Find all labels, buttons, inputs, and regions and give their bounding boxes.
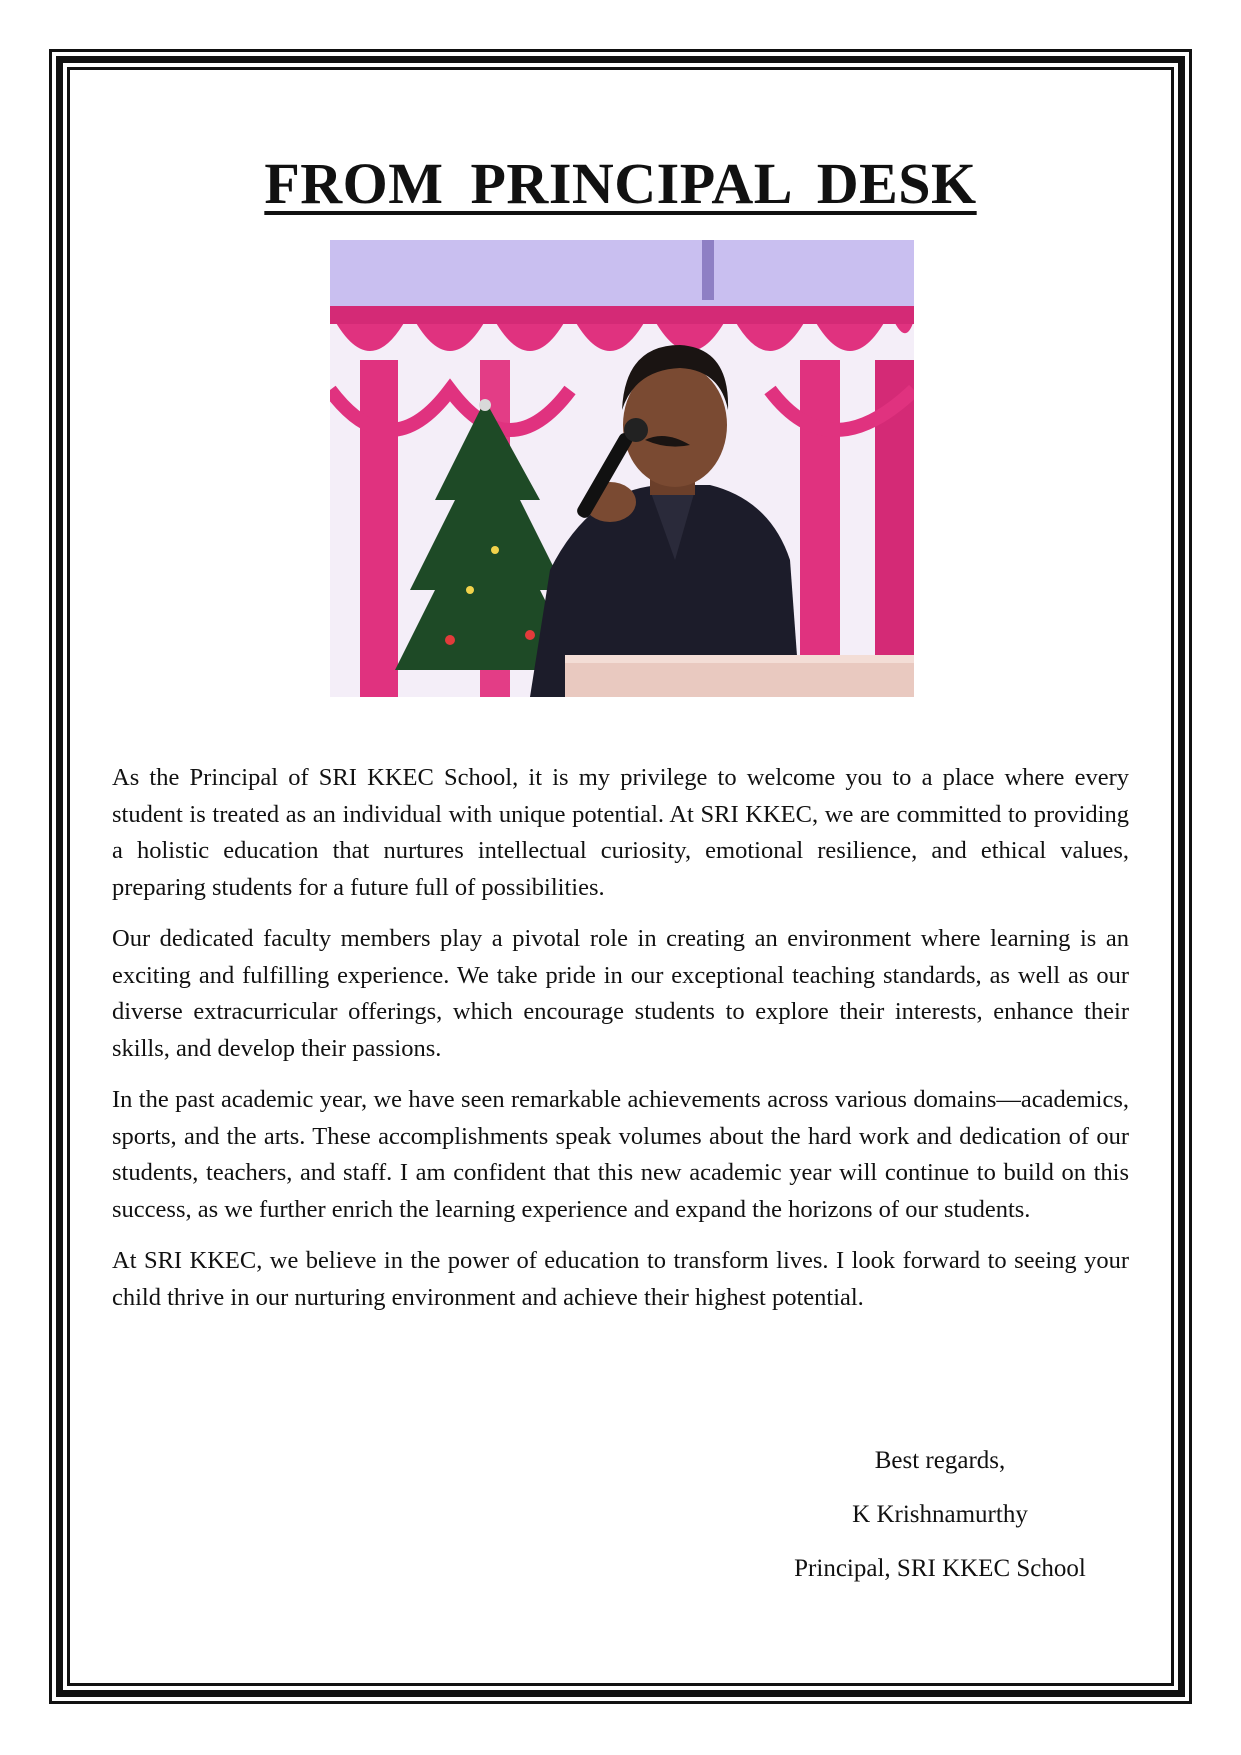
principal-designation: Principal, SRI KKEC School xyxy=(794,1555,1086,1582)
closing-text: Best regards, xyxy=(874,1447,1006,1474)
paragraph-1: As the Principal of SRI KKEC School, it is my privilege to welcome you to a place where every student is treated as an individual with unique potential. At SRI KKEC, we are committed to providing a holistic education that nurtures intellectual curiosity, emotional resilience, and ethical values, preparing students for a future full of possibilities. xyxy=(112,764,1129,901)
paragraph-2: Our dedicated faculty members play a pivotal role in creating an environment where learning is an exciting and fulfilling experience. We take pride in our exceptional teaching standards, as well as our diverse extracurricular offerings, which encourage students to explore their interests, enhance their skills, and develop their passions. xyxy=(112,925,1129,1062)
letter-body xyxy=(112,760,1129,1331)
paragraph-3: In the past academic year, we have seen remarkable achievements across various domains—academics, sports, and the arts. These accomplishments speak volumes about the hard work and dedication of our students, teachers, and staff. I am confident that this new academic year will continue to build on this success, as we further enrich the learning experience and expand the horizons of our students. xyxy=(112,1086,1129,1223)
principal-name: K Krishnamurthy xyxy=(852,1501,1028,1528)
paragraph-4: At SRI KKEC, we believe in the power of education to transform lives. I look forward to seeing your child thrive in our nurturing environment and achieve their highest potential. xyxy=(112,1247,1129,1311)
signoff-block xyxy=(740,1443,1140,1605)
principal-photo xyxy=(330,240,914,697)
page-title: FROM PRINCIPAL DESK xyxy=(264,151,977,216)
